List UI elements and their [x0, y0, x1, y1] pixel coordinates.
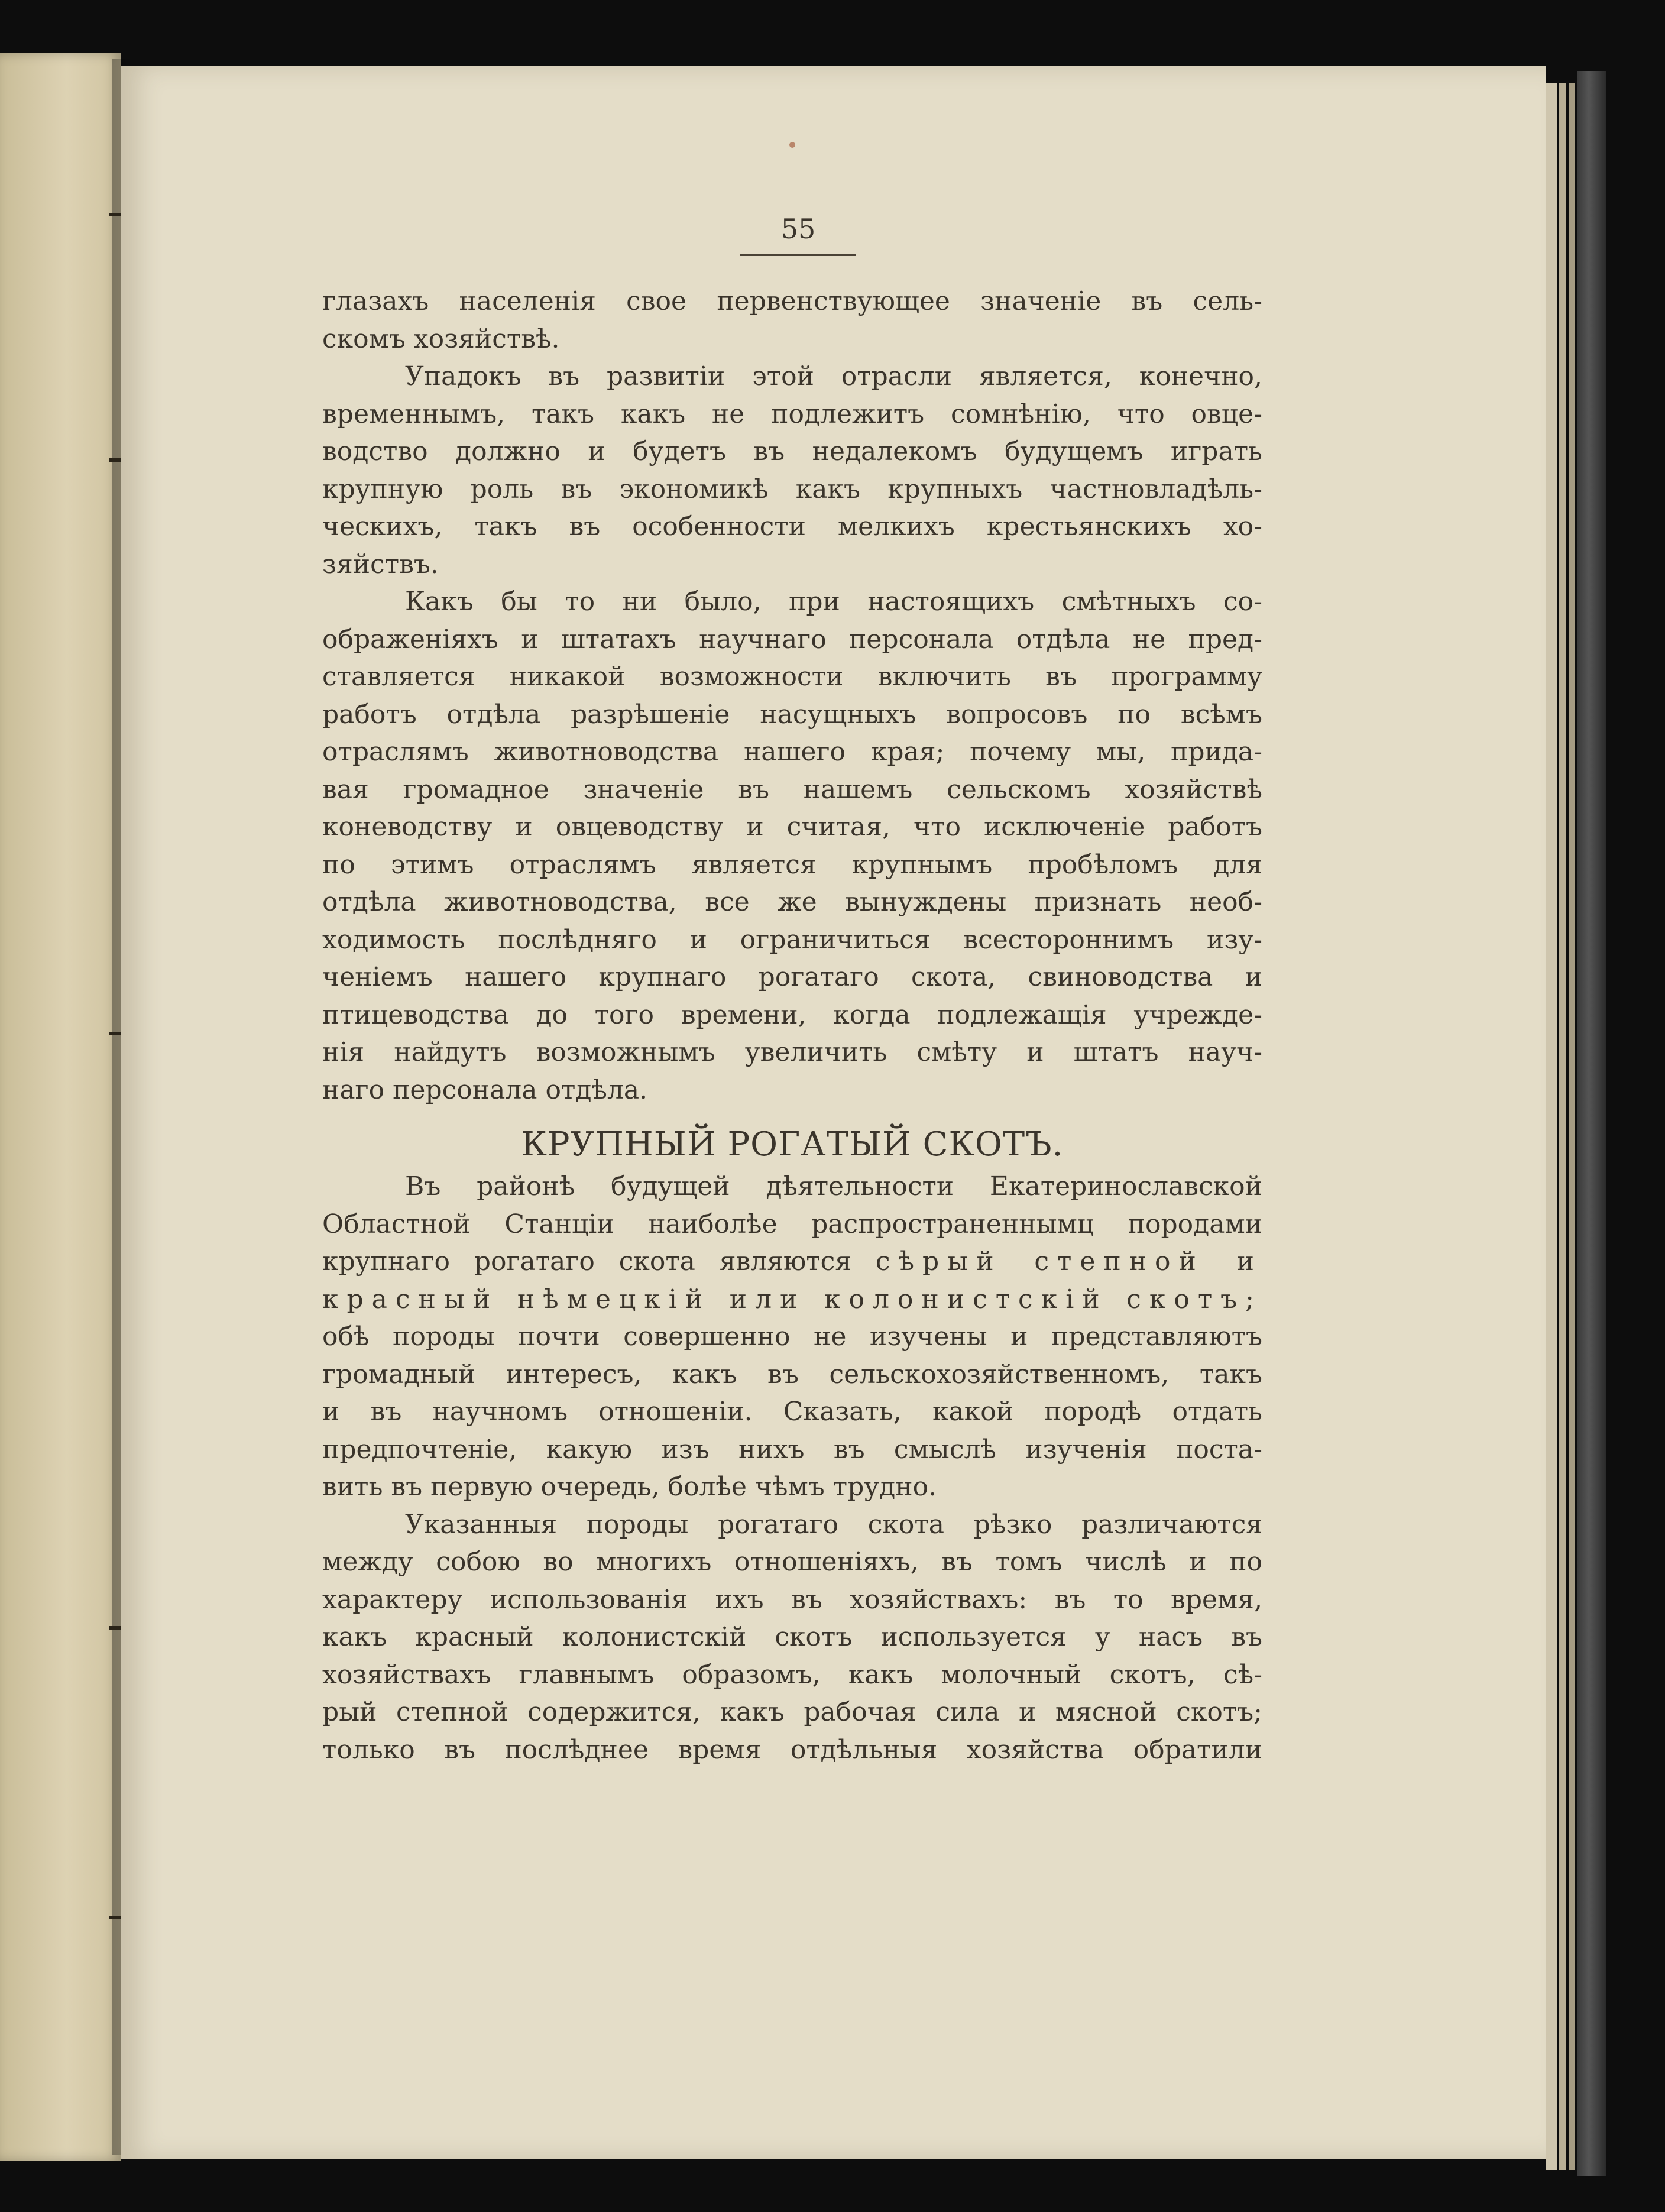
text-line [322, 1243, 1262, 1281]
text-line: и въ научномъ отношеніи. Сказать, какой породѣ отдать [322, 1397, 1262, 1427]
text-line: ставляется никакой возможности включить въ программу [322, 662, 1262, 692]
section-heading: КРУПНЫЙ РОГАТЫЙ СКОТЪ. [521, 1125, 1064, 1164]
text-line: вить въ первую очередь, болѣе чѣмъ трудно. [322, 1472, 937, 1502]
text-line: крупную роль въ экономикѣ какъ крупныхъ частновладѣль- [322, 474, 1262, 504]
page-number-rule [740, 254, 856, 256]
page-stack-edge [1546, 83, 1557, 2170]
text-line: нія найдутъ возможнымъ увеличить смѣту и штатъ науч- [322, 1037, 1262, 1067]
text-line: птицеводства до того времени, когда подлежащія учрежде- [322, 999, 1262, 1030]
text-line: характеру использованія ихъ въ хозяйствахъ: въ то время, [322, 1584, 1262, 1615]
text-line: хозяйствахъ главнымъ образомъ, какъ молочный скотъ, сѣ- [322, 1659, 1262, 1690]
text-line: ображеніяхъ и штатахъ научнаго персонала отдѣла не пред- [322, 624, 1262, 655]
text-line: рый степной содержится, какъ рабочая сила и мясной скотъ; [322, 1697, 1262, 1727]
page-body [322, 283, 1262, 1769]
text-line: ченіемъ нашего крупнаго рогатаго скота, свиноводства и [322, 962, 1262, 992]
text-line: предпочтеніе, какую изъ нихъ въ смыслѣ изученія поста- [322, 1434, 1262, 1465]
ink-dot [789, 142, 795, 148]
text-line: Какъ бы то ни было, при настоящихъ смѣтныхъ со- [405, 587, 1262, 617]
text-line: зяйствъ. [322, 549, 439, 579]
text-line: отдѣла животноводства, все же вынуждены признать необ- [322, 887, 1262, 917]
spaced-breed-name: сѣрый степной и [875, 1246, 1262, 1277]
text-run: крупнаго рогатаго скота являются [322, 1246, 876, 1277]
left-page-edge [0, 53, 121, 2161]
text-line: водство должно и будетъ въ недалекомъ будущемъ играть [322, 436, 1262, 467]
spaced-breed-name: красный нѣмецкій или колонистскій скотъ; [322, 1284, 1262, 1314]
text-line: вая громадное значеніе въ нашемъ сельскомъ хозяйствѣ [322, 774, 1262, 805]
page-stack-edge [1559, 83, 1566, 2170]
text-line: какъ красный колонистскій скотъ используется у насъ въ [322, 1622, 1262, 1652]
text-line: только въ послѣднее время отдѣльныя хозяйства обратили [322, 1734, 1262, 1765]
text-line: ходимость послѣдняго и ограничиться всестороннимъ изу- [322, 924, 1262, 955]
text-line: обѣ породы почти совершенно не изучены и представляютъ [322, 1322, 1262, 1352]
text-line: отраслямъ животноводства нашего края; почему мы, прида- [322, 737, 1262, 767]
text-line: временнымъ, такъ какъ не подлежитъ сомнѣнію, что овце- [322, 399, 1262, 429]
text-line: Областной Станціи наиболѣе распространеннымц породами [322, 1209, 1262, 1239]
text-line: Указанныя породы рогатаго скота рѣзко различаются [405, 1509, 1262, 1540]
page-stack-edge [1569, 83, 1575, 2170]
text-line: глазахъ населенія свое первенствующее значеніе въ сель- [322, 286, 1262, 316]
text-line: ческихъ, такъ въ особенности мелкихъ крестьянскихъ хо- [322, 511, 1262, 542]
text-line: Упадокъ въ развитіи этой отрасли является, конечно, [405, 361, 1262, 391]
page-number: 55 [780, 213, 816, 245]
text-line: скомъ хозяйствѣ. [322, 323, 560, 354]
text-line: работъ отдѣла разрѣшеніе насущныхъ вопросовъ по всѣмъ [322, 699, 1262, 730]
text-line: по этимъ отраслямъ является крупнымъ пробѣломъ для [322, 849, 1262, 880]
text-line: наго персонала отдѣла. [322, 1074, 648, 1105]
text-line: Въ районѣ будущей дѣятельности Екатеринославской [405, 1171, 1262, 1201]
text-line: между собою во многихъ отношеніяхъ, въ томъ числѣ и по [322, 1547, 1262, 1577]
text-line: коневодству и овцеводству и считая, что исключеніе работъ [322, 812, 1262, 842]
text-line: громадный интересъ, какъ въ сельскохозяйственномъ, такъ [322, 1359, 1262, 1390]
book-cover-edge [1577, 71, 1606, 2176]
